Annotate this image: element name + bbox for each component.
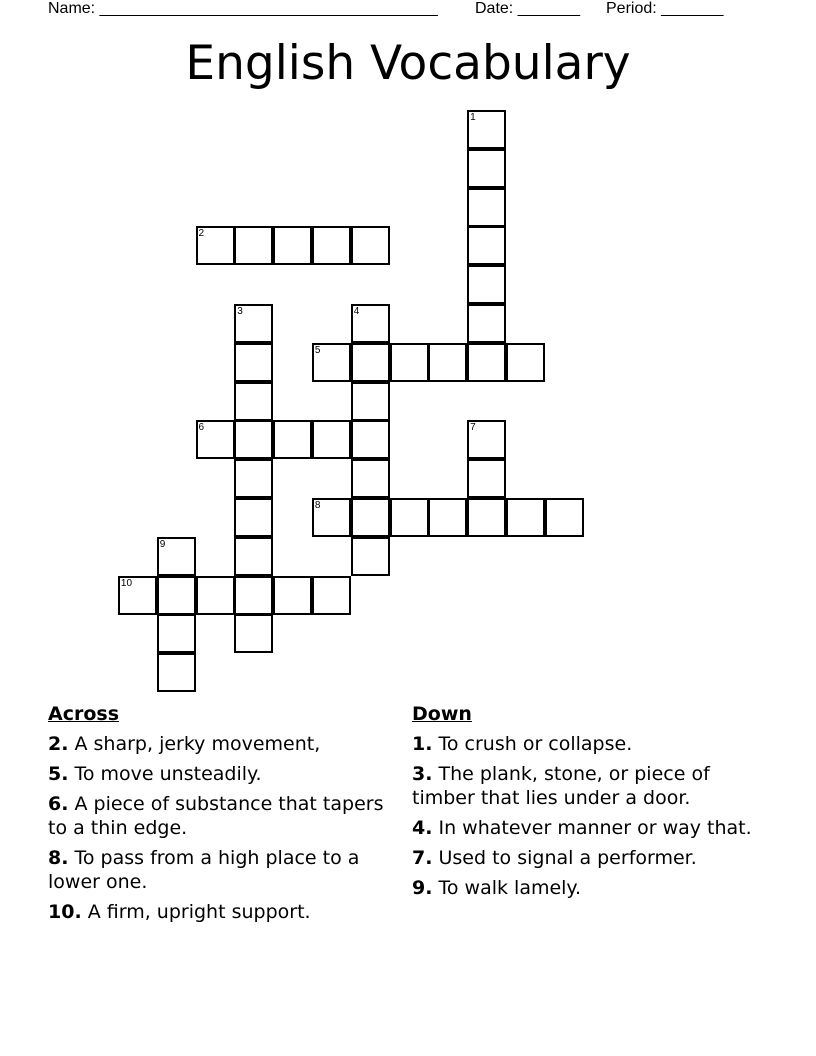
crossword-cell[interactable] bbox=[506, 498, 545, 537]
crossword-cell[interactable] bbox=[312, 226, 351, 265]
clue-number: 7 bbox=[470, 422, 476, 434]
clue-text: A piece of substance that tapers to a thin edge. bbox=[48, 793, 384, 839]
down-clue bbox=[412, 816, 772, 840]
clue-number: 8 bbox=[314, 499, 321, 511]
crossword-cell-9[interactable] bbox=[157, 537, 196, 576]
clue-number: 3. bbox=[412, 763, 433, 785]
clue-number: 9 bbox=[159, 538, 166, 550]
crossword-cell-7[interactable] bbox=[467, 420, 506, 459]
clue-number: 5 bbox=[314, 344, 321, 356]
across-clue bbox=[48, 792, 388, 840]
crossword-cell[interactable] bbox=[351, 537, 390, 576]
crossword-cell[interactable] bbox=[467, 459, 506, 498]
date-field: Date: _______ bbox=[475, 0, 580, 17]
crossword-cell-2[interactable] bbox=[196, 226, 235, 265]
crossword-cell[interactable] bbox=[390, 498, 429, 537]
crossword-cell[interactable] bbox=[273, 576, 312, 615]
crossword-cell[interactable] bbox=[351, 498, 390, 537]
crossword-cell-4[interactable] bbox=[351, 304, 390, 343]
page-title: English Vocabulary bbox=[185, 36, 631, 91]
crossword-cell[interactable] bbox=[467, 149, 506, 188]
crossword-cell[interactable] bbox=[467, 265, 506, 304]
crossword-cell[interactable] bbox=[234, 614, 273, 653]
period-field: Period: _______ bbox=[606, 0, 724, 17]
crossword-cell[interactable] bbox=[390, 343, 429, 382]
across-clue bbox=[48, 900, 388, 924]
crossword-cell[interactable] bbox=[196, 576, 235, 615]
crossword-cell[interactable] bbox=[467, 226, 506, 265]
across-clues bbox=[48, 702, 388, 930]
crossword-cell[interactable] bbox=[157, 614, 196, 653]
crossword-cell[interactable] bbox=[157, 653, 196, 692]
across-heading: Across bbox=[48, 703, 120, 725]
clue-text: Used to signal a performer. bbox=[432, 847, 697, 869]
crossword-cell[interactable] bbox=[351, 226, 390, 265]
crossword-cell[interactable] bbox=[157, 576, 196, 615]
crossword-cell[interactable] bbox=[545, 498, 584, 537]
crossword-cell[interactable] bbox=[234, 226, 273, 265]
across-clue bbox=[48, 732, 388, 756]
clue-number: 5. bbox=[48, 763, 69, 785]
clue-number: 6 bbox=[198, 422, 205, 434]
clue-number: 4 bbox=[353, 305, 360, 317]
clue-number: 2. bbox=[48, 733, 69, 755]
crossword-cell[interactable] bbox=[312, 420, 351, 459]
clue-text: To walk lamely. bbox=[432, 877, 582, 899]
crossword-cell[interactable] bbox=[234, 382, 273, 421]
crossword-cell[interactable] bbox=[234, 498, 273, 537]
clue-text: The plank, stone, or piece of timber that lies under a door. bbox=[412, 763, 710, 809]
crossword-cell-3[interactable] bbox=[234, 304, 273, 343]
clue-number: 1 bbox=[470, 111, 476, 123]
clue-number: 1. bbox=[412, 733, 433, 755]
crossword-cell[interactable] bbox=[467, 498, 506, 537]
crossword-cell[interactable] bbox=[506, 343, 545, 382]
down-clue bbox=[412, 846, 772, 870]
clue-text: A sharp, jerky movement, bbox=[68, 733, 321, 755]
clue-number: 9. bbox=[412, 877, 433, 899]
crossword-cell[interactable] bbox=[234, 537, 273, 576]
clue-number: 4. bbox=[412, 817, 433, 839]
crossword-cell[interactable] bbox=[234, 459, 273, 498]
clue-number: 10 bbox=[120, 577, 133, 589]
name-field: Name: ______________________________________ bbox=[48, 0, 438, 17]
crossword-cell-6[interactable] bbox=[196, 420, 235, 459]
crossword-cell-1[interactable] bbox=[467, 110, 506, 149]
across-clue bbox=[48, 762, 388, 786]
crossword-cell[interactable] bbox=[467, 304, 506, 343]
down-clue bbox=[412, 762, 772, 810]
crossword-cell[interactable] bbox=[428, 498, 467, 537]
clue-text: In whatever manner or way that. bbox=[432, 817, 752, 839]
clue-text: To move unsteadily. bbox=[68, 763, 262, 785]
clue-number: 10. bbox=[48, 901, 82, 923]
crossword-cell[interactable] bbox=[273, 420, 312, 459]
crossword-cell[interactable] bbox=[273, 226, 312, 265]
crossword-cell[interactable] bbox=[428, 343, 467, 382]
down-heading: Down bbox=[412, 703, 472, 725]
crossword-cell[interactable] bbox=[234, 576, 273, 615]
across-clue bbox=[48, 846, 388, 894]
clue-number: 8. bbox=[48, 847, 69, 869]
down-clue bbox=[412, 732, 772, 756]
crossword-cell[interactable] bbox=[351, 420, 390, 459]
crossword-cell[interactable] bbox=[351, 382, 390, 421]
down-clues bbox=[412, 702, 772, 906]
clue-text: A firm, upright support. bbox=[81, 901, 311, 923]
crossword-cell[interactable] bbox=[467, 343, 506, 382]
clue-number: 3 bbox=[237, 305, 243, 317]
crossword-cell-10[interactable] bbox=[118, 576, 157, 615]
clue-text: To crush or collapse. bbox=[432, 733, 633, 755]
crossword-cell-5[interactable] bbox=[312, 343, 351, 382]
crossword-cell-8[interactable] bbox=[312, 498, 351, 537]
clue-number: 6. bbox=[48, 793, 69, 815]
crossword-cell[interactable] bbox=[234, 343, 273, 382]
clue-number: 7. bbox=[412, 847, 433, 869]
crossword-cell[interactable] bbox=[234, 420, 273, 459]
crossword-cell[interactable] bbox=[351, 459, 390, 498]
crossword-cell[interactable] bbox=[467, 188, 506, 227]
clue-text: To pass from a high place to a lower one. bbox=[48, 847, 360, 893]
crossword-cell[interactable] bbox=[351, 343, 390, 382]
clue-number: 2 bbox=[198, 228, 205, 240]
crossword-cell[interactable] bbox=[312, 576, 351, 615]
down-clue bbox=[412, 876, 772, 900]
